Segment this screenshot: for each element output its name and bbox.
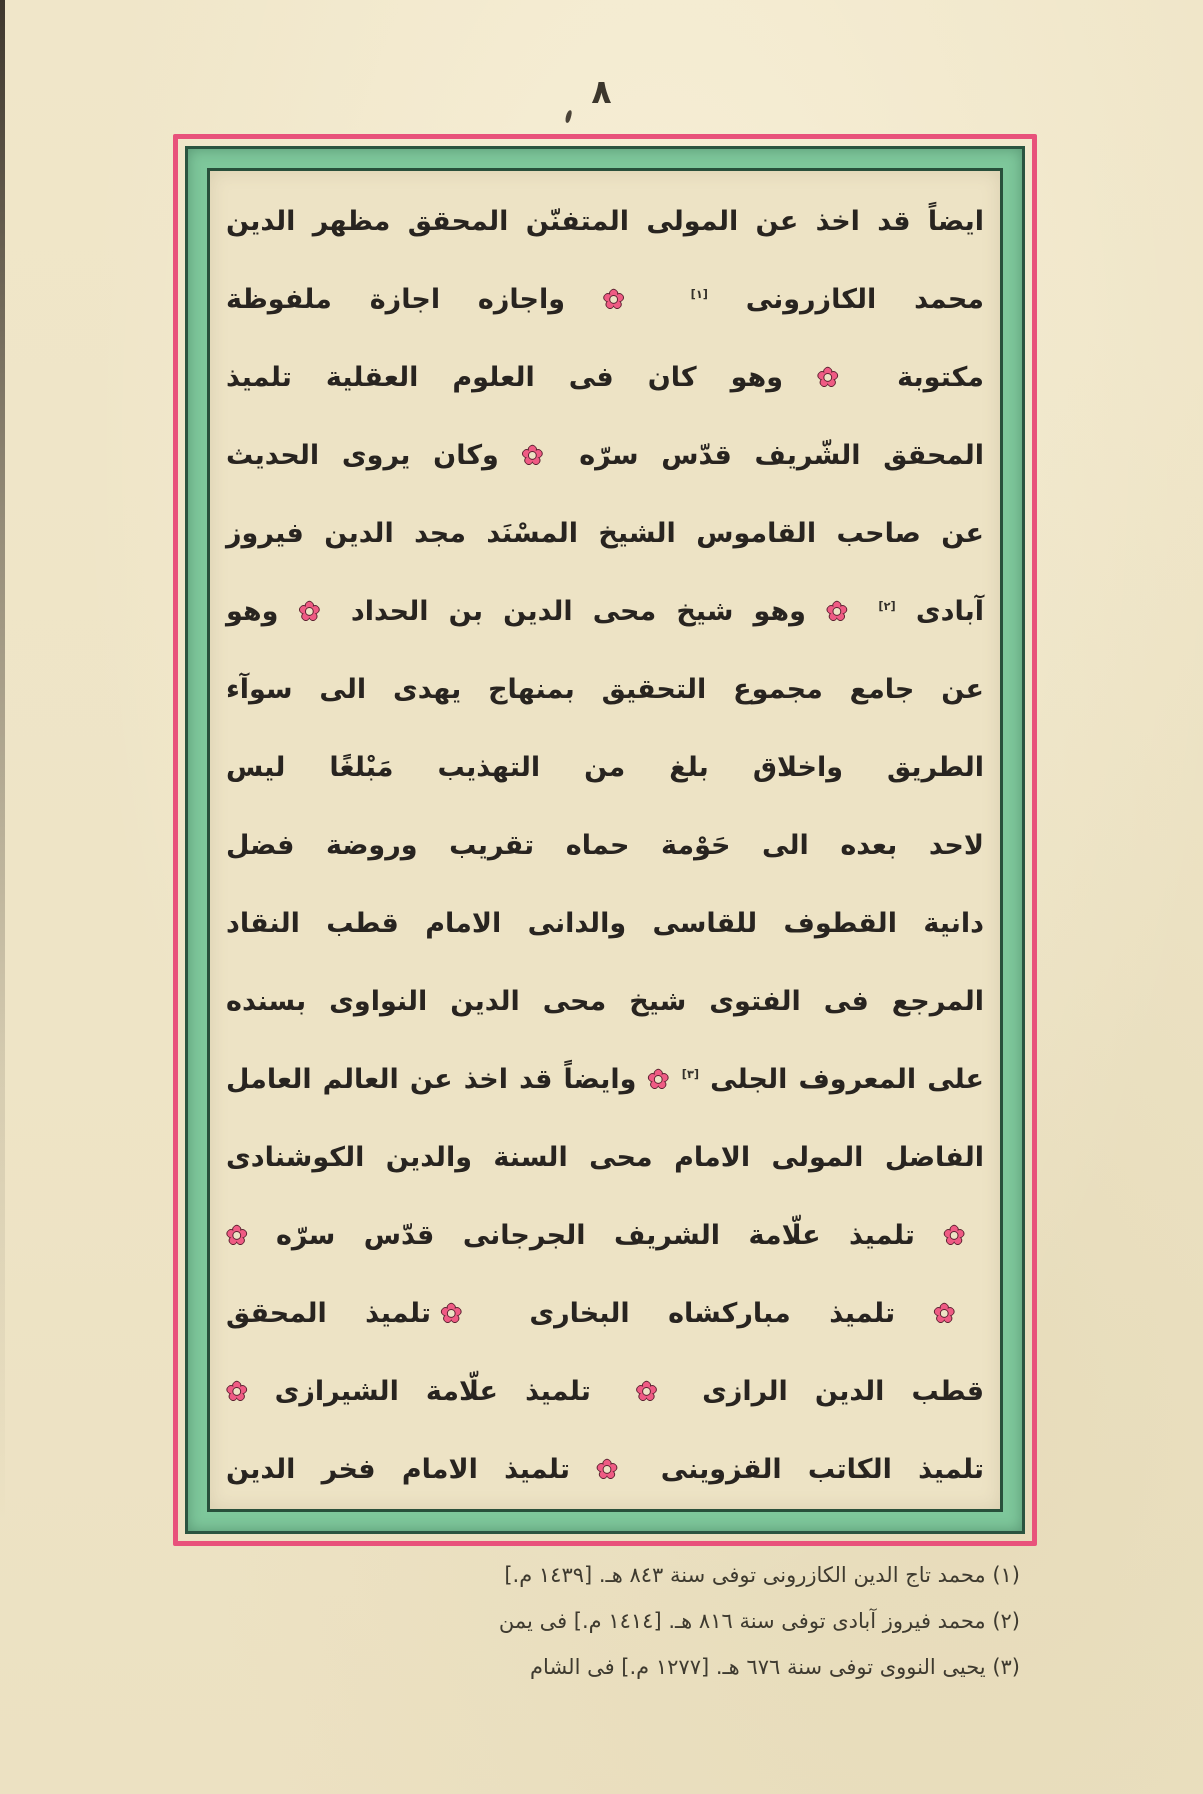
- calligraphy-line: قطب الدين الرازى ✿ تلميذ علّامة الشيرازى ✿: [226, 1376, 985, 1407]
- ink-spot: [565, 110, 573, 124]
- calligraphy-line: الطريق واخلاق بلغ من التهذيب مَبْلغًا ليس: [226, 752, 984, 783]
- calligraphy-line: ✿ تلميذ مباركشاه البخارى ✿ تلميذ المحقق: [226, 1298, 985, 1329]
- calligraphy-line: ايضاً قد اخذ عن المولى المتفنّن المحقق مظهر الدين: [226, 206, 984, 237]
- rosette-ornament: ✿: [618, 1377, 675, 1407]
- calligraphy-line: آبادى [٢] ✿ وهو شيخ محى الدين بن الحداد ✿ وهو: [226, 596, 984, 627]
- rosette-ornament: ✿: [226, 1377, 248, 1407]
- rosette-ornament: ✿: [933, 1299, 985, 1329]
- rosette-ornament: ✿: [826, 597, 859, 627]
- ornamental-frame-pink: [173, 134, 1037, 1546]
- calligraphy-line: تلميذ الكاتب القزوينى ✿ تلميذ الامام فخر الدين: [226, 1454, 984, 1485]
- footnote-line: (٢) محمد فيروز آبادى توفى سنة ٨١٦ هـ. [١٤١٤ م.] فى يمن: [498, 1609, 1020, 1633]
- manuscript-text-panel: [207, 168, 1003, 1512]
- calligraphy-line: عن صاحب القاموس الشيخ المسْنَد مجد الدين فيروز: [226, 518, 984, 549]
- rosette-ornament: ✿: [440, 1299, 491, 1329]
- calligraphy-line: مكتوبة ✿ وهو كان فى العلوم العقلية تلميذ: [226, 362, 985, 393]
- rosette-ornament: ✿: [579, 1455, 635, 1485]
- calligraphy-line: المرجع فى الفتوى شيخ محى الدين النواوى بسنده: [226, 986, 984, 1017]
- calligraphy-line: المحقق الشّريف قدّس سرّه ✿ وكان يروى الحديث: [226, 440, 985, 471]
- rosette-ornament: ✿: [226, 1221, 248, 1251]
- footnote-line: (١) محمد تاج الدين الكازرونى توفى سنة ٨٤٣ هـ. [١٤٣٩ م.]: [504, 1563, 1020, 1587]
- rosette-ornament: ✿: [298, 597, 331, 627]
- footnotes-block: [380, 1552, 1020, 1690]
- scan-edge-shadow: [0, 0, 5, 1794]
- footnote-reference: [١]: [690, 287, 708, 301]
- calligraphy-line: عن جامع مجموع التحقيق بمنهاج يهدى الى سوآء: [226, 674, 984, 705]
- calligraphy-line: محمد الكازرونى [١] ✿ واجازه اجازة ملفوظة: [226, 284, 985, 315]
- calligraphy-line: ✿ تلميذ علّامة الشريف الجرجانى قدّس سرّه ✿: [226, 1220, 984, 1251]
- page-number: ٨: [591, 72, 612, 111]
- ornamental-frame-green-band: [185, 146, 1025, 1534]
- footnote-reference: [٢]: [878, 599, 896, 613]
- footnote-reference: [٣]: [681, 1067, 700, 1081]
- calligraphy-line: على المعروف الجلى [٣] ✿ وايضاً قد اخذ عن العالم العامل: [226, 1064, 984, 1095]
- rosette-ornament: ✿: [647, 1065, 671, 1095]
- rosette-ornament: ✿: [943, 1221, 984, 1251]
- rosette-ornament: ✿: [792, 363, 864, 393]
- calligraphy-line: الفاضل المولى الامام محى السنة والدين الكوشنادى: [226, 1142, 984, 1173]
- calligraphy-line: لاحد بعده الى حَوْمة حماه تقريب وروضة فضل: [226, 830, 984, 861]
- rosette-ornament: ✿: [508, 441, 557, 471]
- calligraphy-line: دانية القطوف للقاسى والدانى الامام قطب النقاد: [226, 908, 984, 939]
- footnote-line: (٣) يحيى النووى توفى سنة ٦٧٦ هـ. [١٢٧٧ م.] فى الشام: [530, 1655, 1020, 1679]
- rosette-ornament: ✿: [602, 285, 653, 315]
